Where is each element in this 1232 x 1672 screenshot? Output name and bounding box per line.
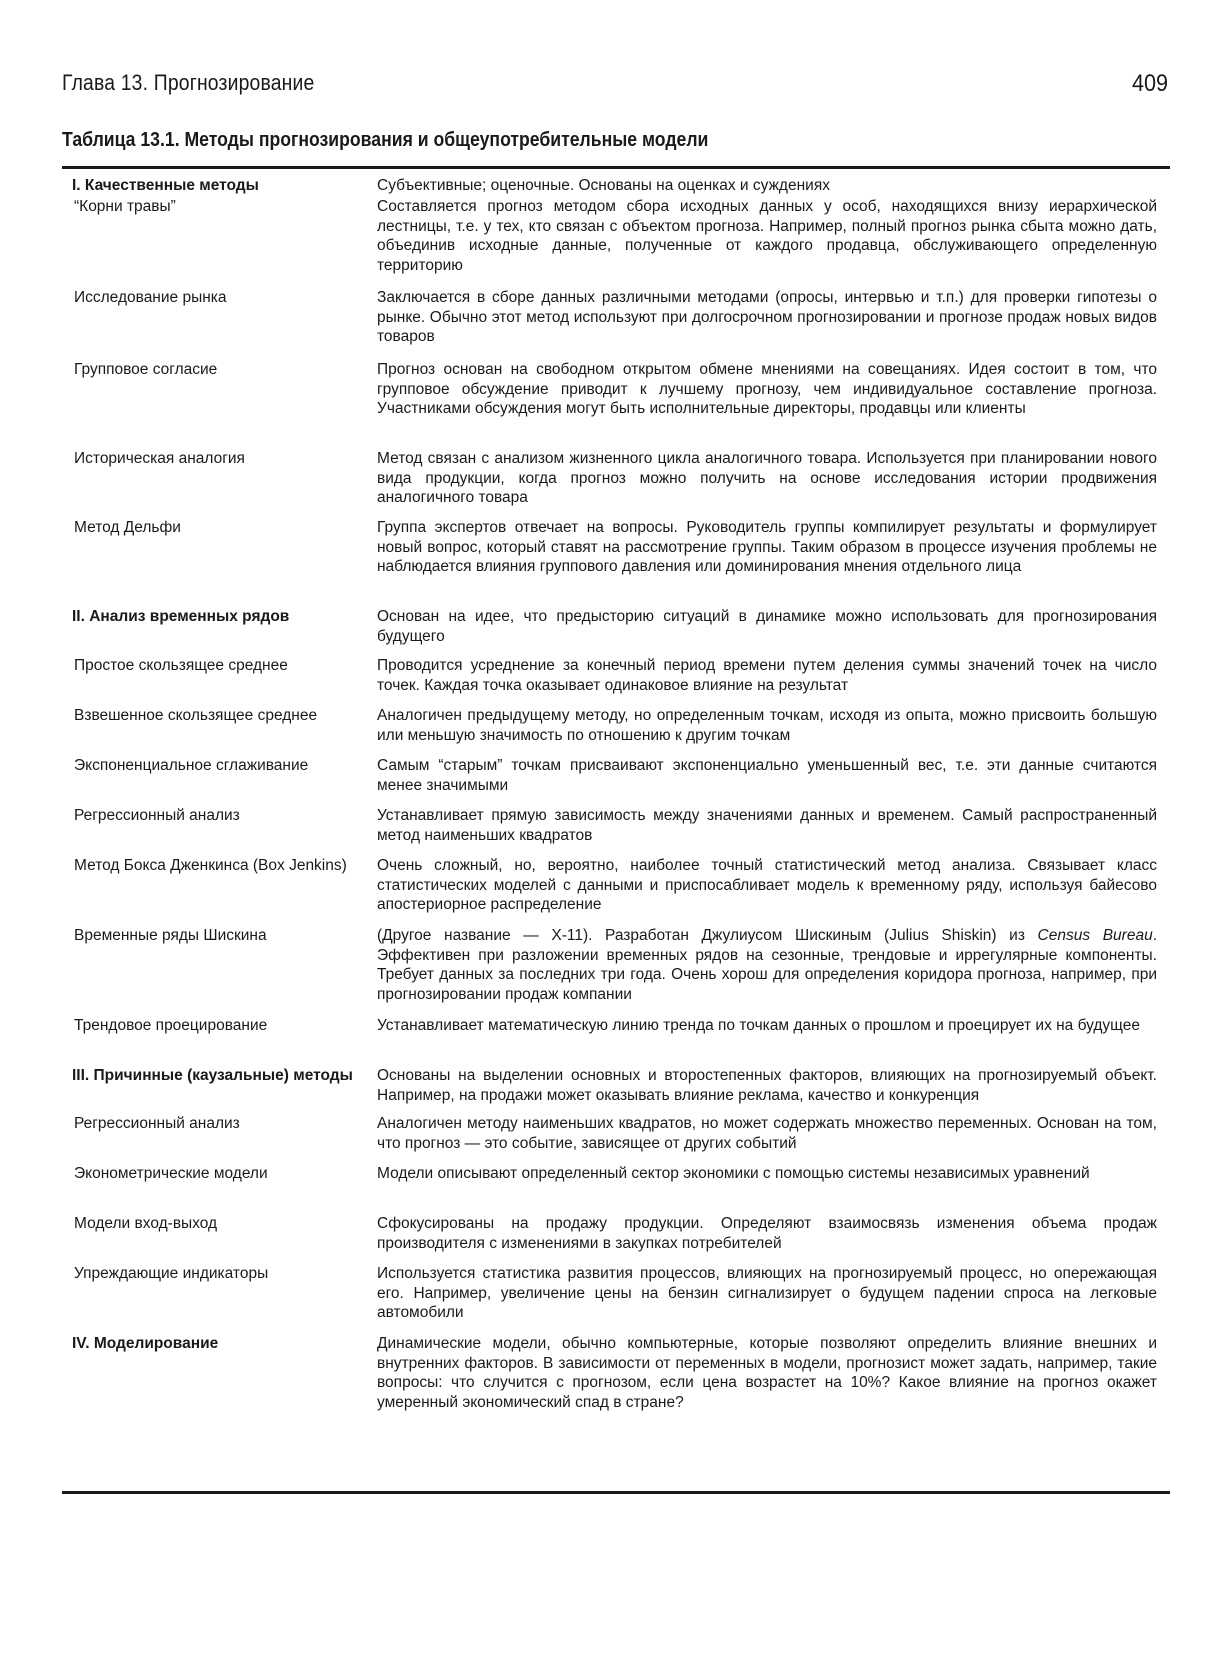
table-row xyxy=(62,756,1170,795)
method-name: Модели вход-выход xyxy=(74,1215,218,1232)
table-bottom-rule xyxy=(62,1491,1170,1494)
method-name: Историческая аналогия xyxy=(74,450,245,467)
table-row xyxy=(62,518,1170,577)
table-row xyxy=(62,806,1170,845)
table-row xyxy=(62,197,1170,275)
table-row xyxy=(62,1214,1170,1253)
section-heading: IV. Моделирование xyxy=(72,1335,219,1352)
table-row xyxy=(62,1164,1170,1184)
chapter-title: Глава 13. Прогнозирование xyxy=(62,70,315,95)
table-row xyxy=(62,1334,1170,1412)
method-name: Взвешенное скользящее среднее xyxy=(74,707,318,724)
method-description: Основан на идее, что предысторию ситуаций в динамике можно использовать для прогнозирования будущего xyxy=(377,608,1157,645)
method-description: Устанавливает прямую зависимость между значениями данных и временем. Самый распространенный метод наименьших квадратов xyxy=(377,807,1157,844)
method-name: “Корни травы” xyxy=(74,198,176,215)
table-row xyxy=(62,1114,1170,1153)
method-name: Упреждающие индикаторы xyxy=(74,1265,269,1282)
method-description: Заключается в сборе данных различными методами (опросы, интервью и т.п.) для проверки гипотезы о рынке. Обычно этот метод используют при долгосрочном прогнозировании и прогнозе продаж новых видов товаров xyxy=(377,289,1157,345)
section-heading: III. Причинные (каузальные) методы xyxy=(72,1067,353,1084)
method-name: Исследование рынка xyxy=(74,289,227,306)
method-name: Временные ряды Шискина xyxy=(74,927,267,944)
method-description: Метод связан с анализом жизненного цикла аналогичного товара. Используется при планировании нового вида продукции, когда прогноз можно получить на основе исследования истории продвижения аналогичного товара xyxy=(377,450,1157,506)
table-row xyxy=(62,1066,1170,1105)
method-description: Очень сложный, но, вероятно, наиболее точный статистический метод анализа. Связывает класс статистических моделей с данными и приспосабливает модель к временному ряду, используя байесово апостериорное распределение xyxy=(377,857,1157,913)
method-name: Метод Бокса Дженкинса (Box Jenkins) xyxy=(74,857,347,874)
table-row xyxy=(62,360,1170,419)
method-name: Групповое согласие xyxy=(74,361,218,378)
method-description: Проводится усреднение за конечный период времени путем деления суммы значений точек на число точек. Каждая точка оказывает одинаковое влияние на результат xyxy=(377,657,1157,694)
table-row xyxy=(62,176,1170,196)
method-description: Аналогичен методу наименьших квадратов, но может содержать множество переменных. Основан на том, что прогноз — это событие, зависящее от других событий xyxy=(377,1115,1157,1152)
method-name: Экспоненциальное сглаживание xyxy=(74,757,309,774)
table-row xyxy=(62,926,1170,1004)
method-description: Составляется прогноз методом сбора исходных данных у особ, находящихся внизу иерархической лестницы, т.е. у тех, кто связан с объектом прогноза. Например, полный прогноз рынка сбыта можно дать, объединив исходные данные, полученные от каждого продавца, обслуживающего определенную территорию xyxy=(377,198,1157,274)
method-description: (Другое название — X-11). Разработан Джулиусом Шискиным (Julius Shiskin) из Census Bureau. Эффективен при разложении временных рядов на сезонные, трендовые и иррегулярные компоненты. Требует данных за последних три года. Очень хорош для определения коридора прогноза, например, при прогнозировании продаж компании xyxy=(377,927,1157,1003)
table-row xyxy=(62,449,1170,508)
method-description: Динамические модели, обычно компьютерные, которые позволяют определить влияние внешних и внутренних факторов. В зависимости от переменных в модели, прогнозист может задать, например, такие вопросы: что случится с прогнозом, если цена возрастет на 10%? Какое влияние на прогноз окажет умеренный экономический спад в стране? xyxy=(377,1335,1157,1411)
method-description: Прогноз основан на свободном открытом обмене мнениями на совещаниях. Идея состоит в том, что групповое обсуждение приводит к лучшему прогнозу, чем индивидуальное составление прогноза. Участниками обсуждения могут быть исполнительные директоры, продавцы или клиенты xyxy=(377,361,1157,417)
method-description: Основаны на выделении основных и второстепенных факторов, влияющих на прогнозируемый объект. Например, на продажи может оказывать влияние реклама, качество и конкуренция xyxy=(377,1067,1157,1104)
method-name: Регрессионный анализ xyxy=(74,1115,240,1132)
table-row xyxy=(62,706,1170,745)
method-name: Простое скользящее среднее xyxy=(74,657,288,674)
method-description: Сфокусированы на продажу продукции. Определяют взаимосвязь изменения объема продаж производителя с изменениями в закупках потребителей xyxy=(377,1215,1157,1252)
section-heading: II. Анализ временных рядов xyxy=(72,608,290,625)
method-name: Регрессионный анализ xyxy=(74,807,240,824)
table-row xyxy=(62,607,1170,646)
method-name: Эконометрические модели xyxy=(74,1165,268,1182)
method-description: Группа экспертов отвечает на вопросы. Руководитель группы компилирует результаты и формулирует новый вопрос, который ставят на рассмотрение группы. Таким образом в процессе изучения проблемы не наблюдается влияния группового давления или доминирования мнения отдельного лица xyxy=(377,519,1157,575)
table-row xyxy=(62,856,1170,915)
method-description: Субъективные; оценочные. Основаны на оценках и суждениях xyxy=(377,177,830,194)
table-row xyxy=(62,1264,1170,1323)
page-number: 409 xyxy=(1131,70,1168,97)
table-row xyxy=(62,1016,1170,1036)
method-description: Используется статистика развития процессов, влияющих на прогнозируемый процесс, но опережающая его. Например, увеличение цены на бензин сигнализирует о будущем падении спроса на легковые автомобили xyxy=(377,1265,1157,1321)
method-description: Аналогичен предыдущему методу, но определенным точкам, исходя из опыта, можно присвоить большую или меньшую значимость по отношению к другим точкам xyxy=(377,707,1157,744)
section-heading: I. Качественные методы xyxy=(72,177,259,194)
method-description: Модели описывают определенный сектор экономики с помощью системы независимых уравнений xyxy=(377,1165,1090,1182)
method-name: Трендовое проецирование xyxy=(74,1017,268,1034)
table-top-rule xyxy=(62,166,1170,169)
running-head xyxy=(62,70,1170,104)
table-row xyxy=(62,288,1170,347)
method-name: Метод Дельфи xyxy=(74,519,181,536)
table-row xyxy=(62,656,1170,695)
method-description: Самым “старым” точкам присваивают экспоненциально уменьшенный вес, т.е. эти данные считаются менее значимыми xyxy=(377,757,1157,794)
table-caption: Таблица 13.1. Методы прогнозирования и общеупотребительные модели xyxy=(62,128,709,151)
method-description: Устанавливает математическую линию тренда по точкам данных о прошлом и проецирует их на будущее xyxy=(377,1017,1140,1034)
